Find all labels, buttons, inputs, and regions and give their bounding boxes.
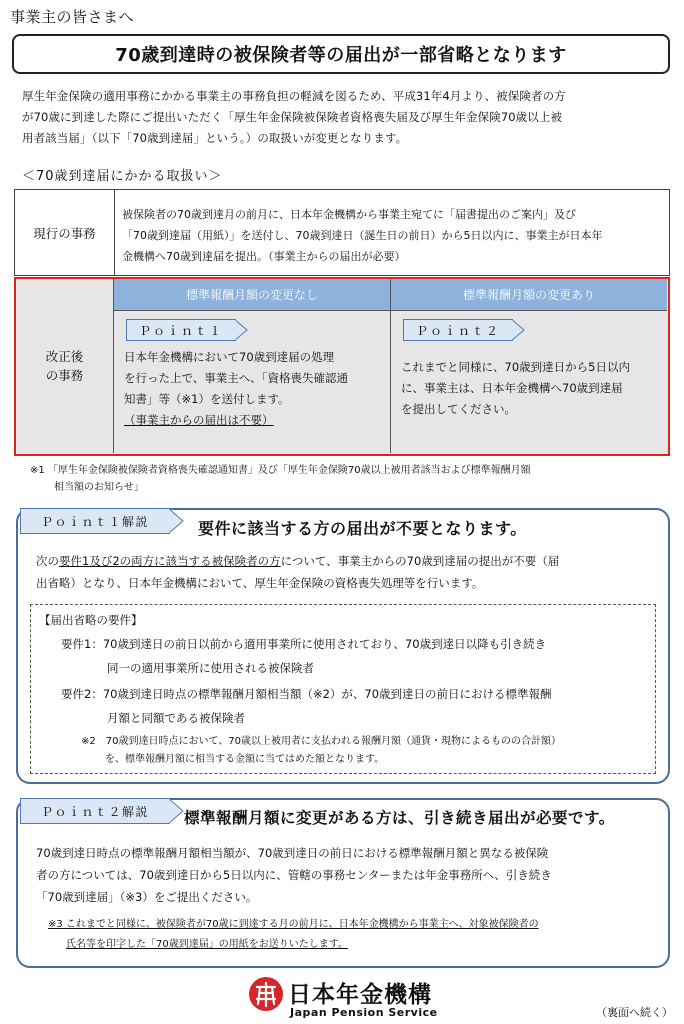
footnote-line: 相当額のお知らせ」 <box>54 482 144 493</box>
cell-line: これまでと同様に、70歳到達日から5日以内 <box>401 360 630 374</box>
intro-line: 厚生年金保険の適用事務にかかる事業主の事務負担の軽減を図るため、平成31年4月より、被保険者の方 <box>22 89 566 103</box>
requirement-1-cont: 同一の適用事業所に使用される被保険者 <box>107 661 314 675</box>
tag-arrow-icon <box>168 798 184 824</box>
point2-label: Ｐｏｉｎｔ２ <box>403 319 513 341</box>
revised-procedure-box <box>14 277 670 456</box>
underlined-fragment: 要件1及び2の両方に該当する被保険者の方 <box>59 554 281 568</box>
point2-heading: 標準報酬月額に変更がある方は、引き続き届出が必要です。 <box>184 809 615 827</box>
point2-explanation-panel <box>16 798 670 968</box>
with-change-text <box>401 357 659 420</box>
cell-line: 知書」等（※1）を送付します。 <box>124 392 290 406</box>
point1-text <box>36 550 656 594</box>
revised-label-line: 改正後 <box>45 349 84 364</box>
point-arrow-icon <box>234 319 248 341</box>
jps-emblem-icon <box>248 976 284 1012</box>
logo-name: 日本年金機構 <box>288 982 432 1008</box>
cell-line: 日本年金機構において70歳到達届の処理 <box>124 350 335 364</box>
footnote-2-cont: を、標準報酬月額に相当する金額に当てはめた額となります。 <box>105 754 385 765</box>
point2-tag: Ｐｏｉｎｔ２解説 <box>20 798 170 824</box>
cell-line: に、事業主は、日本年金機構へ70歳到達届 <box>401 381 623 395</box>
no-change-text <box>124 347 382 431</box>
page-title: 70歳到達時の被保険者等の届出が一部省略となります <box>12 34 670 74</box>
cell-line: を行った上で、事業主へ、「資格喪失確認通 <box>124 371 349 385</box>
cell-line: を提出してください。 <box>401 402 516 416</box>
footnote-2: ※2 70歳到達日時点において、70歳以上被用者に支払われる報酬月額（通貨・現物によるものの合計額） <box>81 736 561 747</box>
point2-line: 「70歳到達届」（※3）をご提出ください。 <box>36 890 258 904</box>
current-procedure-row <box>14 189 670 276</box>
footnote-1 <box>30 462 670 496</box>
current-line: 金機構へ70歳到達届を提出。（事業主からの届出が必要） <box>122 250 406 263</box>
cell-line: （事業主からの届出は不要） <box>124 413 274 427</box>
point1-label: Ｐｏｉｎｔ１ <box>126 319 236 341</box>
column-header-no-change: 標準報酬月額の変更なし <box>114 279 391 311</box>
footnote-line: ※1 「厚生年金保険被保険者資格喪失確認通知書」及び「厚生年金保険70歳以上被用者該当および標準報酬月額 <box>30 465 531 476</box>
current-line: 被保険者の70歳到達月の前月に、日本年金機構から事業主宛てに「届書提出のご案内」及び <box>122 208 576 221</box>
requirements-box <box>30 604 656 774</box>
current-procedure-label: 現行の事務 <box>15 190 115 275</box>
intro-line: が70歳に到達した際にご提出いただく「厚生年金保険被保険者資格喪失届及び厚生年金保険70歳以上被 <box>22 110 563 124</box>
logo-english: Japan Pension Service <box>290 1006 438 1019</box>
with-change-cell <box>391 311 667 453</box>
addressee: 事業主の皆さまへ <box>10 8 135 26</box>
point2-line: 者の方については、70歳到達日から5日以内に、管轄の事務センターまたは年金事務所へ、引き続き <box>36 868 552 882</box>
point2-line: 70歳到達日時点の標準報酬月額相当額が、70歳到達日の前日における標準報酬月額と異なる被保険 <box>36 846 549 860</box>
text-fragment: について、事業主からの70歳到達届の提出が不要（届 <box>280 554 560 568</box>
point1-tag: Ｐｏｉｎｔ１解説 <box>20 508 170 534</box>
text-fragment: 次の <box>36 554 59 568</box>
requirement-1: 要件1：70歳到達日の前日以前から適用事業所に使用されており、70歳到達日以降も引き続き <box>61 637 547 651</box>
point1-heading: 要件に該当する方の届出が不要となります。 <box>198 519 527 538</box>
section-heading: ＜70歳到達届にかかる取扱い＞ <box>22 169 223 184</box>
intro-paragraph <box>22 86 667 149</box>
point1-line: 出省略）となり、日本年金機構において、厚生年金保険の資格喪失処理等を行います。 <box>36 576 484 590</box>
continued-note: （裏面へ続く） <box>596 1006 673 1019</box>
jps-logo <box>248 976 448 1020</box>
requirements-title: 【届出省略の要件】 <box>39 613 143 627</box>
procedure-table <box>14 189 670 456</box>
footnote-3: ※3 これまでと同様に、被保険者が70歳に到達する月の前月に、日本年金機構から事業主へ、対象被保険者の <box>48 919 539 930</box>
point-arrow-icon <box>511 319 525 341</box>
intro-line: 用者該当届」（以下「70歳到達届」という。）の取扱いが変更となります。 <box>22 131 408 145</box>
point1-explanation-panel <box>16 508 670 784</box>
no-change-cell <box>114 311 391 453</box>
point2-text <box>36 842 656 908</box>
requirement-2-cont: 月額と同額である被保険者 <box>107 711 245 725</box>
point1-line <box>36 550 656 572</box>
current-procedure-text <box>122 204 662 267</box>
revised-procedure-label <box>16 279 114 453</box>
current-line: 「70歳到達届（用紙）」を送付し、70歳到達日（誕生日の前日）から5日以内に、事業主が日本年 <box>122 229 603 242</box>
requirement-2: 要件2：70歳到達日時点の標準報酬月額相当額（※2）が、70歳到達日の前日における標準報酬 <box>61 687 552 701</box>
revised-label-line: の事務 <box>45 368 84 383</box>
footnote-3-cont: 氏名等を印字した「70歳到達届」の用紙をお送りいたします。 <box>66 939 348 950</box>
column-header-with-change: 標準報酬月額の変更あり <box>391 279 667 311</box>
tag-arrow-icon <box>168 508 184 534</box>
